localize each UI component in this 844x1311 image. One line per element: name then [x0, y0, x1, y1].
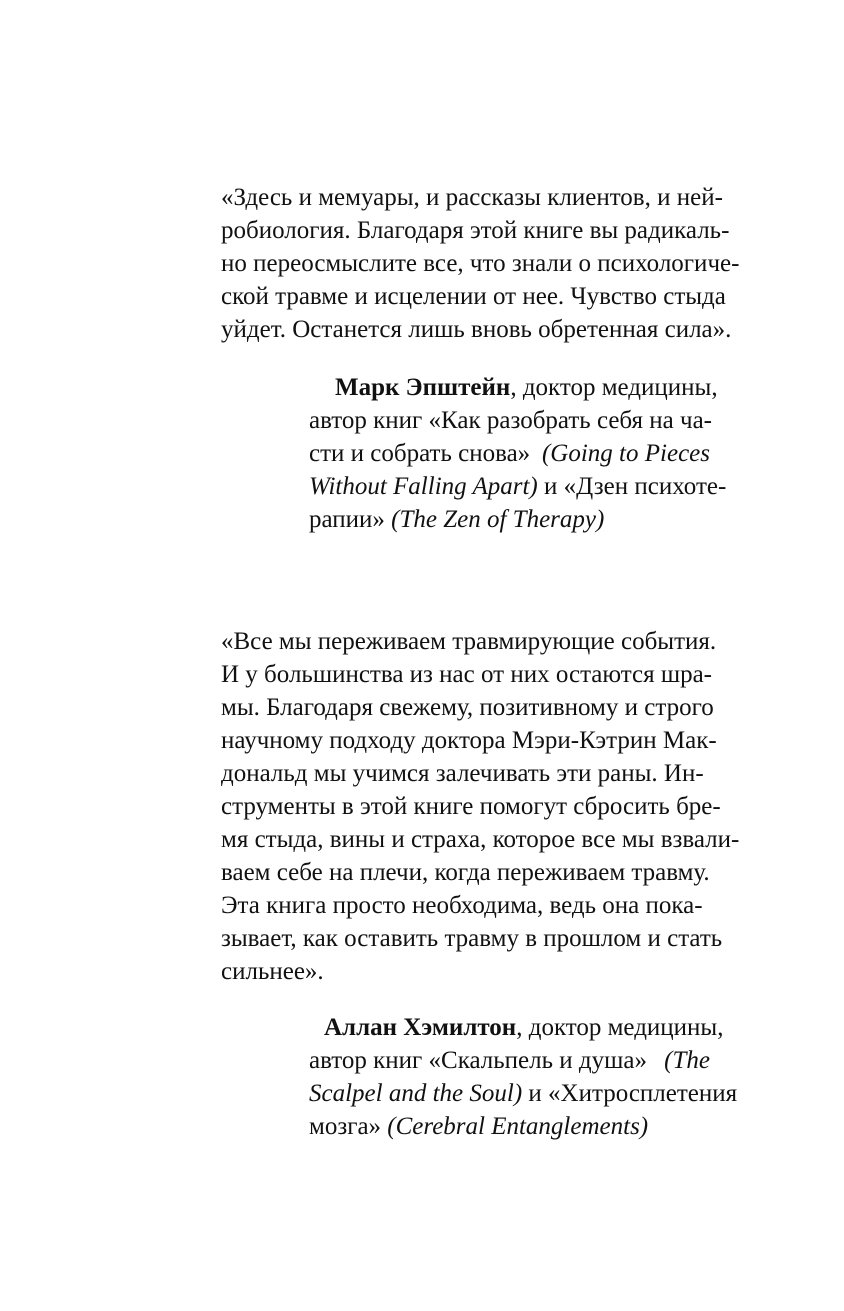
quote-2-line-7: мя стыда, вины и страха, которое все мы взвали- [221, 826, 740, 853]
quote-2-line-3: мы. Благодаря свежему, позитивному и строго [221, 694, 714, 721]
book-title-ru: мозга» [309, 1113, 388, 1140]
author-name: Марк Эпштейн [335, 374, 511, 401]
quote-2-line-8: ваем себе на плечи, когда переживаем травму. [221, 859, 710, 886]
book-title-en: (Cerebral Entanglements) [387, 1113, 649, 1140]
quote-2-line-9: Эта книга просто необходима, ведь она пока- [221, 892, 703, 919]
book-title-en: Scalpel and the Soul) [309, 1080, 523, 1107]
quote-2-line-4: научному подходу доктора Мэри-Кэтрин Мак- [221, 727, 717, 754]
book-title-en: Without Falling Apart) [309, 473, 538, 500]
quote-1-line-5: уйдет. Останется лишь вновь обретенная сила». [221, 316, 732, 343]
attribution-2-line-2 [309, 1045, 710, 1077]
quote-2-line-1: «Все мы переживаем травмирующие события. [221, 628, 717, 655]
author-name: Аллан Хэмилтон [324, 1014, 517, 1041]
book-title-ru: сти и собрать снова» [309, 440, 531, 467]
author-title: , доктор медицины, [516, 1014, 724, 1041]
book-title-ru: рапии» [309, 506, 392, 533]
quote-1-line-2: робиология. Благодаря этой книге вы радикаль- [221, 217, 730, 244]
attribution-2-line-1 [324, 1012, 723, 1044]
author-title: , доктор медицины, [510, 374, 718, 401]
quote-2-line-2: И у большинства из нас от них остаются шра- [221, 661, 712, 688]
quote-1-line-1: «Здесь и мемуары, и рассказы клиентов, и ней- [221, 184, 723, 211]
book-title-en: (Going to Pieces [541, 440, 710, 467]
quote-1-line-4: ской травме и исцелении от нее. Чувство стыда [221, 283, 726, 310]
attribution-1-line-3 [309, 438, 710, 470]
attribution-1-line-1 [335, 372, 718, 404]
book-title-ru: и «Хитросплетения [522, 1080, 738, 1107]
quote-2-line-6: струменты в этой книге помогут сбросить бре- [221, 793, 721, 820]
attribution-1-line-2: автор книг «Как разобрать себя на ча- [309, 407, 713, 434]
quote-2-line-10: зывает, как оставить травму в прошлом и стать [221, 925, 723, 952]
quote-2-line-11: сильнее». [221, 958, 324, 985]
book-title-ru: автор книг «Скальпель и душа» [309, 1047, 647, 1074]
attribution-1-line-4 [309, 471, 726, 503]
quote-2-line-5: дональд мы учимся залечивать эти раны. Ин- [221, 760, 704, 787]
quote-1-line-3: но переосмыслите все, что знали о психологиче- [221, 250, 740, 277]
book-title-en: (The [664, 1047, 710, 1074]
attribution-2-line-3 [309, 1078, 737, 1110]
attribution-1-line-5 [309, 504, 604, 536]
book-title-ru: и «Дзен психоте- [537, 473, 727, 500]
book-title-en: (The Zen of Therapy) [391, 506, 605, 533]
attribution-2-line-4 [309, 1111, 648, 1143]
